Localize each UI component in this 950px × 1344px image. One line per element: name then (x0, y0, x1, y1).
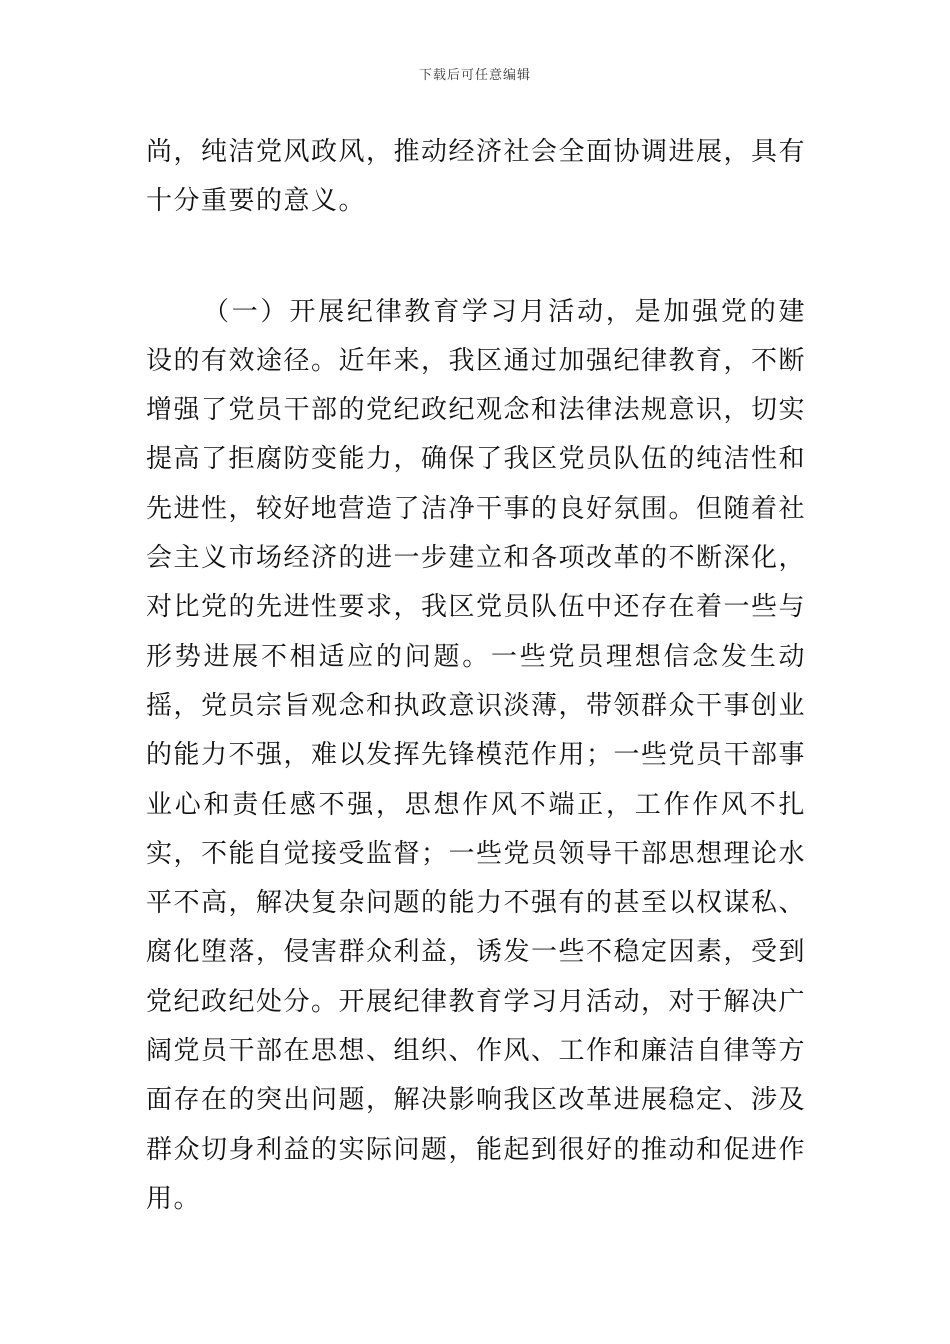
document-body (146, 128, 806, 1224)
paragraph-continuation: 尚，纯洁党风政风，推动经济社会全面协调进展，具有十分重要的意义。 (146, 137, 807, 217)
paragraph-section-one: （一）开展纪律教育学习月活动，是加强党的建设的有效途径。近年来，我区通过加强纪律教育，不断增强了党员干部的党纪政纪观念和法律法规意识，切实提高了拒腐防变能力，确保了我区党员队伍的纯洁性和先进性，较好地营造了洁净干事的良好氛围。但随着社会主义市场经济的进一步建立和各项改革的不断深化，对比党的先进性要求，我区党员队伍中还存在着一些与形势进展不相适应的问题。一些党员理想信念发生动摇，党员宗旨观念和执政意识淡薄，带领群众干事创业的能力不强，难以发挥先锋模范作用；一些党员干部事业心和责任感不强，思想作风不端正，工作作风不扎实，不能自觉接受监督；一些党员领导干部思想理论水平不高，解决复杂问题的能力不强有的甚至以权谋私、腐化堕落，侵害群众利益，诱发一些不稳定因素，受到党纪政纪处分。开展纪律教育学习月活动，对于解决广阔党员干部在思想、组织、作风、工作和廉洁自律等方面存在的突出问题，解决影响我区改革进展稳定、涉及群众切身利益的实际问题，能起到很好的推动和促进作用。 (146, 296, 807, 1214)
page-header-note: 下载后可任意编辑 (418, 68, 531, 83)
